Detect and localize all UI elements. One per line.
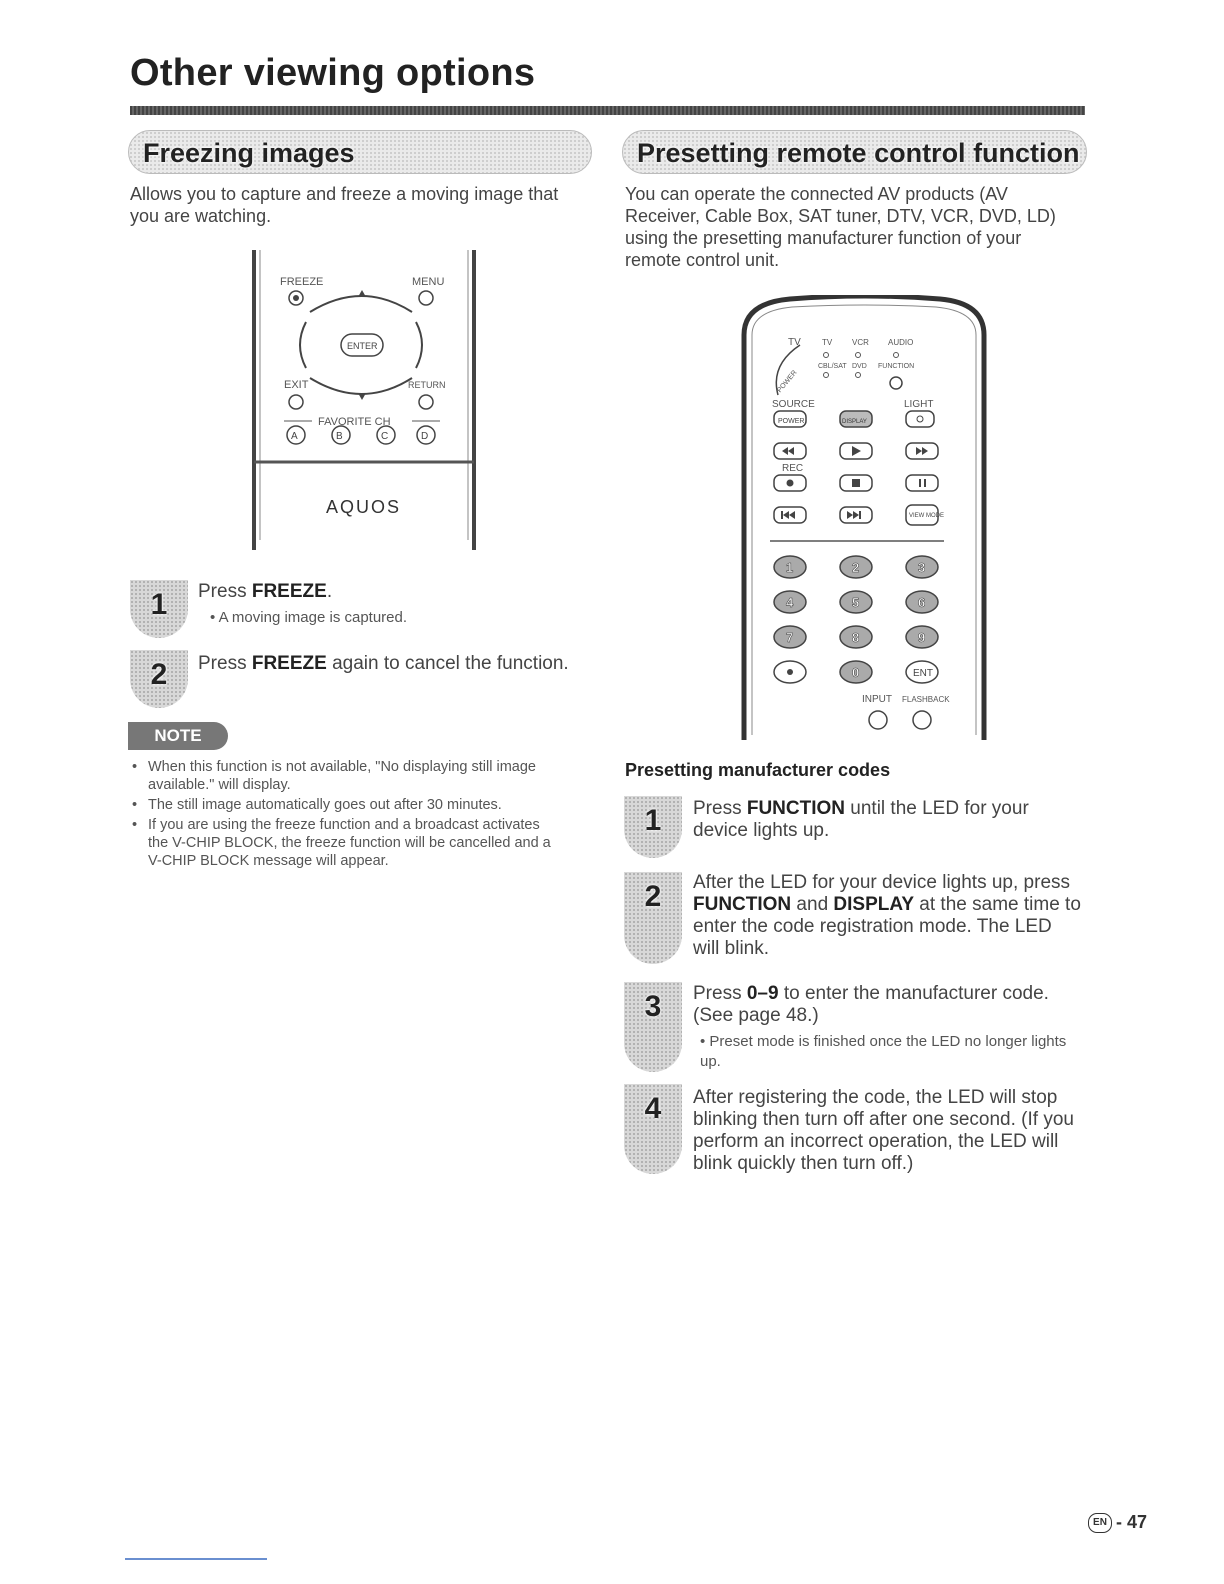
remote-power-arc-label: POWER [776,369,799,395]
remote-tv-label: TV [788,337,801,348]
step-badge-2: 2 [130,650,188,708]
right-step-2-text: After the LED for your device lights up, press FUNCTION and DISPLAY at the same time to enter the code registration mode. The LED will blink. [693,872,1081,959]
fav-a-label: A [291,431,298,442]
left-step-2-text: Press FREEZE again to cancel the function. [198,653,569,674]
remote-exit-label: EXIT [284,379,309,391]
remote-input-label: INPUT [862,694,892,705]
section-title-presetting: Presetting remote control function [622,130,1087,174]
remote-source-label: SOURCE [772,399,815,410]
remote-audio-label: AUDIO [888,338,914,347]
remote-return-label: RETURN [408,380,446,390]
remote-power-btn-label: POWER [778,418,805,425]
remote-viewmode-label: VIEW MODE [909,513,945,519]
flashback-button-icon [913,711,931,729]
page-number [1088,1512,1147,1533]
num-3-label: 3 [918,560,926,575]
left-step-1-text: Press FREEZE. [198,581,333,602]
step-badge-3: 3 [624,982,682,1072]
num-4-label: 4 [786,595,794,610]
function-button-icon [890,377,902,389]
note-item: • The still image automatically goes out after 30 minutes. [130,796,560,814]
remote-flashback-label: FLASHBACK [902,695,950,704]
presetting-intro: You can operate the connected AV products (AV Receiver, Cable Box, SAT tuner, DTV, VCR, DVD, LD) using the presetting manufacturer function of your remote control unit. [625,184,1056,270]
remote-function-label: FUNCTION [878,363,915,370]
input-button-icon [869,711,887,729]
remote-cblsat-label: CBL/SAT [818,363,847,370]
favorite-buttons [287,426,435,444]
remote-favorite-label: FAVORITE CH [318,416,391,428]
note-list [130,758,560,872]
page-title: Other viewing options [130,52,536,94]
remote-vcr-label: VCR [852,338,869,347]
num-9-label: 9 [918,630,926,645]
right-step-1-text: Press FUNCTION until the LED for your device lights up. [693,798,1029,841]
num-6-label: 6 [918,595,926,610]
remote-rec-label: REC [782,463,804,474]
num-7-label: 7 [786,630,794,645]
title-rule [130,106,1085,115]
note-item: • If you are using the freeze function and a broadcast activates the V-CHIP BLOCK, the freeze function will be cancelled and a V-CHIP BLOCK message will appear. [130,816,560,870]
freezing-intro: Allows you to capture and freeze a moving image that you are watching. [130,184,559,226]
remote-presetting-illustration [730,295,1000,740]
note-item: • When this function is not available, "No displaying still image available." will display. [130,758,560,794]
remote-menu-label: MENU [412,276,445,288]
remote-freeze-illustration [240,250,490,550]
exit-button-icon [289,395,303,409]
presetting-subheading: Presetting manufacturer codes [625,760,891,780]
remote-freeze-label: FREEZE [280,276,324,288]
light-button-icon [906,411,934,427]
right-step-4-text: After registering the code, the LED will stop blinking then turn off after one second. (If you perform an incorrect operation, the LED will blink quickly then turn off.) [693,1087,1074,1174]
remote-brand-label: AQUOS [326,497,402,517]
num-8-label: 8 [852,630,860,645]
fav-d-label: D [421,431,429,442]
language-badge: EN [1088,1513,1112,1533]
right-step-3-bullet: • Preset mode is finished once the LED no longer lights up. [700,1033,1067,1070]
note-badge: NOTE [128,722,228,750]
return-button-icon [419,395,433,409]
fav-b-label: B [336,431,343,442]
remote-display-btn-label: DISPLAY [842,419,867,425]
fav-c-label: C [381,431,389,442]
num-2-label: 2 [852,560,860,575]
num-0-label: 0 [852,665,860,680]
remote-dvd-label: DVD [852,363,867,370]
section-title-freezing: Freezing images [128,130,592,174]
remote-ent-label: ENT [913,668,933,679]
pause-button-icon [906,475,938,491]
step-badge-1: 1 [130,580,188,638]
remote-light-label: LIGHT [904,399,934,410]
remote-enter-label: ENTER [347,341,378,351]
number-pad [774,556,938,683]
page-number-text: - 47 [1116,1512,1148,1532]
num-1-label: 1 [786,560,794,575]
left-step-1-bullet: • A moving image is captured. [210,609,408,626]
menu-button-icon [419,291,433,305]
num-5-label: 5 [852,595,860,610]
step-badge-2: 2 [624,872,682,964]
bottom-rule [125,1558,267,1560]
step-badge-1: 1 [624,796,682,858]
right-step-3-text: Press 0–9 to enter the manufacturer code. (See page 48.) [693,983,1049,1026]
step-badge-4: 4 [624,1084,682,1174]
remote-tv2-label: TV [822,338,833,347]
